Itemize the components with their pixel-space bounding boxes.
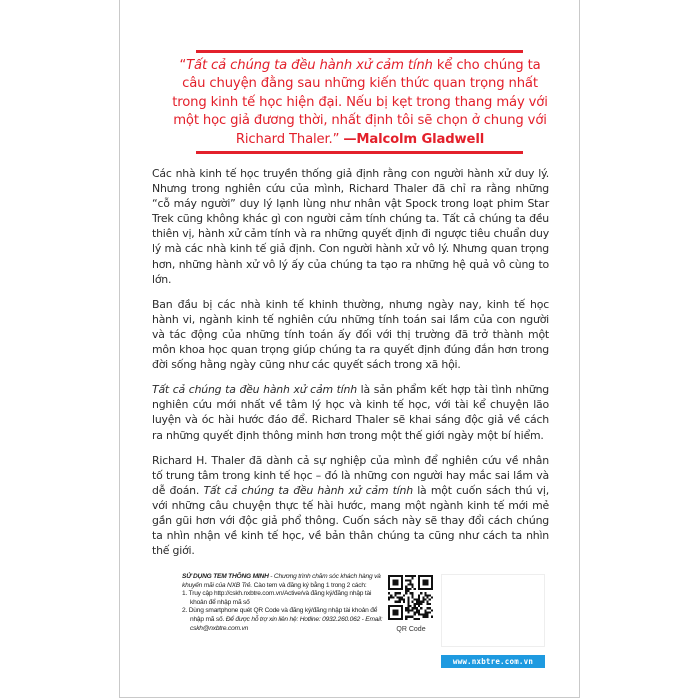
step-2-text: 2. Dùng smartphone quét QR Code và đăng ký/đăng nhập tài khoản để nhập mã số. xyxy=(182,607,378,623)
paragraph-4-text: là một cuốn sách thú vị, với những câu chuyện thực tế hài hước, mang một ngành kinh tế mới mẻ gần gũi hơn với độc giả phổ thông. Cuốn sách này sẽ thay đổi cách chúng ta nhìn nhận về kinh tế học, về bản thân chúng ta cũng như cách ta nhìn thế giới. xyxy=(152,483,549,558)
paragraph-3-text: là sản phẩm kết hợp tài tình những nghiên cứu mới nhất về tâm lý học và kinh tế học, với tài kể chuyện lão luyện và óc hài hước đáo để. Richard Thaler sẽ khai sáng độc giả về cách ra những quyết định thông minh hơn trong một thế giới ngày một bí hiểm. xyxy=(152,383,550,442)
quote-author: —Malcolm Gladwell xyxy=(343,131,485,147)
notice-instructions: Cào tem và đăng ký bằng 1 trong 2 cách: xyxy=(252,581,367,589)
book-title-inline: Tất cả chúng ta đều hành xử cảm tính xyxy=(152,383,357,397)
description-paragraph-4 xyxy=(152,453,549,559)
description-paragraph-1: Các nhà kinh tế học truyền thống giả định rằng con người hành xử duy lý. Nhưng trong nghiên cứu của mình, Richard Thaler đã chỉ ra rằng những “cỗ máy người” duy lý lạnh lùng như nhân vật Spock trong loạt phim Star Trek cũng không khác gì con người cảm tính chúng ta. Tất cả chúng ta đều thiên vị, hành xử cảm tính và ra những quyết định đi ngược tiêu chuẩn duy lý mà các nhà kinh tế giả định. Con người hành xử vô lý. Nhưng quan trọng hơn, những hành xử vô lý ấy của chúng ta tạo ra những hệ quả vô cùng to lớn. xyxy=(152,167,549,286)
endorsement-quote xyxy=(170,57,550,149)
book-back-cover xyxy=(119,0,580,698)
notice-step-1: 1. Truy cập http://cskh.nxbtre.com.vn/Active/và đăng ký/đăng nhập tài khoản để nhập mã số xyxy=(182,590,372,606)
smart-stamp-notice xyxy=(182,573,387,633)
description-paragraph-3 xyxy=(152,382,549,442)
paragraph-4-start: Richard H. Thaler đã dành cả sự nghiệp của mình để nghiên cứu về nhân tố trung tâm trong kinh tế học – đó là những con người hay mắc sai lầm và dễ đoán. xyxy=(152,453,549,497)
quote-open-mark: “ xyxy=(179,58,187,73)
quote-top-divider xyxy=(196,50,523,53)
description-paragraph-2: Ban đầu bị các nhà kinh tế khinh thường, nhưng ngày nay, kinh tế học hành vi, ngành kinh tế nghiên cứu những tính toán sai lầm của con người và tác động của những tính toán ấy đối với thị trường đã trở thành một môn khoa học quan trọng giúp chúng ta ra quyết định đúng đắn hơn trong đời sống hằng ngày cũng như các quyết sách trong xã hội. xyxy=(152,297,549,372)
quote-bottom-divider xyxy=(196,151,523,154)
notice-intro xyxy=(182,573,387,590)
notice-support-contact: Để được hỗ trợ xin liên hệ: Hotline: 0932.260.062 - Email: cskh@nxbtre.com.vn xyxy=(190,615,383,632)
book-description xyxy=(152,166,549,568)
quote-text: kể cho chúng ta câu chuyện đằng sau những kiến thức quan trọng nhất trong kinh tế học hiện đại. Nếu bị kẹt trong thang máy với một học giả đương thời, nhất định tôi sẽ chọn ở chung với Richard Thaler.” xyxy=(172,58,548,147)
quote-book-title: Tất cả chúng ta đều hành xử cảm tính xyxy=(186,58,433,73)
book-title-inline: Tất cả chúng ta đều hành xử cảm tính xyxy=(203,483,413,497)
notice-program: - Chương trình chăm sóc khách hàng và khuyến mãi của NXB Trẻ. xyxy=(182,573,381,589)
scratch-stamp-area xyxy=(441,574,545,647)
notice-step-2 xyxy=(182,607,387,633)
notice-title: SỬ DỤNG TEM THÔNG MINH xyxy=(182,573,269,580)
qr-code-icon[interactable] xyxy=(388,575,433,620)
qr-code-label: QR Code xyxy=(396,626,426,633)
publisher-url[interactable]: www.nxbtre.com.vn xyxy=(441,655,545,668)
